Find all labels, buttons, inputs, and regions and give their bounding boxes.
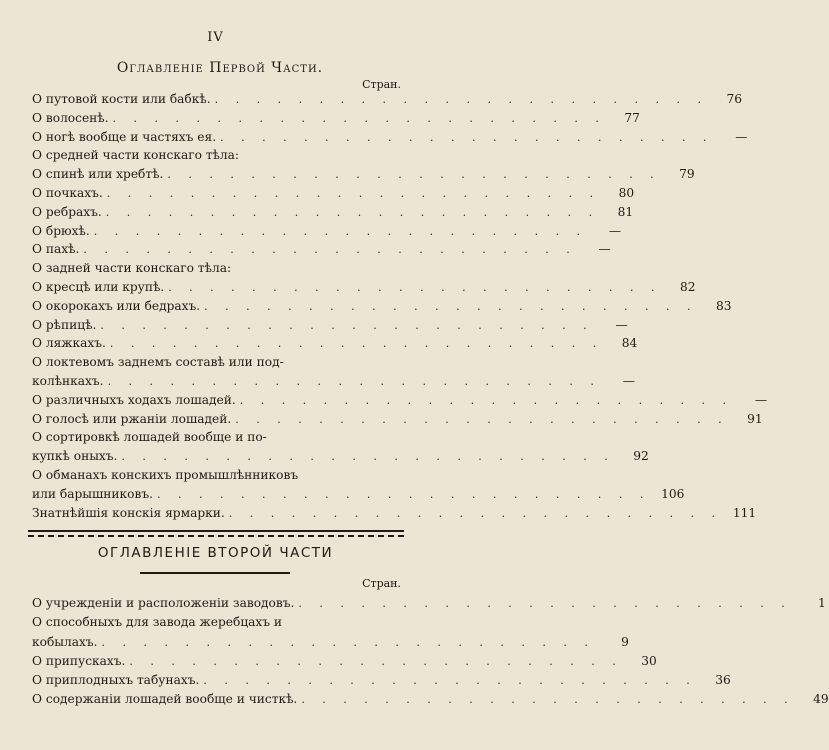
dot-leader: . . . . . . . . . . . . . . . . . . . . . . . .	[168, 280, 662, 294]
toc-entry	[32, 468, 398, 487]
dot-leader: . . . . . . . . . . . . . . . . . . . . . . . .	[220, 130, 714, 144]
toc-entry	[32, 355, 398, 374]
toc-entry	[32, 486, 685, 506]
toc-entry-title: О сортировкѣ лошадей вообще и по-	[32, 430, 267, 445]
toc-entry-title: О различныхъ ходахъ лошадей.	[32, 392, 236, 407]
toc-entry-page: —	[735, 129, 748, 144]
toc-entry-title: О окорокахъ или бедрахъ.	[32, 298, 201, 313]
toc-entry-page: 106	[661, 486, 685, 501]
toc-entry	[32, 615, 398, 634]
section-divider	[28, 530, 404, 539]
dot-leader: . . . . . . . . . . . . . . . . . . . . . . . .	[100, 318, 594, 332]
dot-leader: . . . . . . . . . . . . . . . . . . . . . . . .	[109, 337, 604, 351]
toc-entry-title: О пахѣ.	[32, 242, 80, 257]
toc-entry-page: 36	[715, 673, 731, 688]
toc-entry	[32, 653, 657, 673]
toc-entry	[32, 298, 732, 318]
toc-entry-title: колѣнкахъ.	[32, 373, 104, 388]
toc-entry-title: О рѣпицѣ.	[32, 317, 97, 332]
section2-toc	[32, 596, 829, 712]
dot-leader: . . . . . . . . . . . . . . . . . . . . . . . .	[101, 635, 595, 649]
toc-entry-page: 9	[621, 634, 629, 649]
dot-leader: . . . . . . . . . . . . . . . . . . . . . . . .	[298, 597, 792, 610]
toc-entry-title: О кресцѣ или крупѣ.	[32, 279, 165, 294]
toc-entry	[32, 411, 763, 431]
dot-leader: . . . . . . . . . . . . . . . . . . . . . . . .	[204, 299, 698, 313]
dot-leader: . . . . . . . . . . . . . . . . . . . . . . . .	[83, 243, 577, 257]
toc-entry	[32, 692, 829, 711]
toc-entry-page: 76	[726, 92, 742, 106]
toc-entry-page: 79	[679, 167, 695, 182]
toc-entry	[32, 261, 398, 280]
toc-entry	[32, 279, 696, 299]
toc-entry-title: или барышниковъ.	[32, 486, 153, 501]
toc-entry-title: О путовой кости или бабкѣ.	[32, 92, 211, 106]
dot-leader: . . . . . . . . . . . . . . . . . . . . . . . .	[157, 487, 651, 501]
dot-leader: . . . . . . . . . . . . . . . . . . . . . . . .	[301, 693, 795, 707]
toc-entry	[32, 110, 640, 130]
toc-entry	[32, 392, 768, 412]
toc-entry-title: кобылахъ.	[32, 634, 98, 649]
dot-leader: . . . . . . . . . . . . . . . . . . . . . . . .	[121, 450, 615, 464]
dot-leader: . . . . . . . . . . . . . . . . . . . . . . . .	[106, 186, 601, 200]
toc-entry	[32, 148, 398, 167]
toc-entry-title: О волосенѣ.	[32, 110, 109, 125]
toc-entry-page: 82	[680, 279, 696, 294]
dot-leader: . . . . . . . . . . . . . . . . . . . . . . . .	[167, 168, 661, 182]
toc-entry-title: О почкахъ.	[32, 185, 103, 200]
toc-entry-page: 84	[621, 336, 638, 351]
title-underline	[140, 572, 290, 574]
section1-title: Оглавленіе Первой Части.	[116, 60, 324, 76]
page-number: IV	[207, 30, 224, 45]
toc-entry-title: О обманахъ конскихъ промышлѣнниковъ	[32, 467, 299, 482]
section2-pages-label: Стран.	[362, 577, 401, 590]
dot-leader: . . . . . . . . . . . . . . . . . . . . . . . .	[112, 111, 606, 125]
toc-entry	[32, 129, 748, 149]
toc-entry-page: —	[598, 242, 611, 257]
toc-entry-title: О ребрахъ.	[32, 204, 102, 219]
dot-leader: . . . . . . . . . . . . . . . . . . . . . . . .	[107, 374, 601, 388]
toc-entry-page: —	[608, 223, 622, 238]
dot-leader: . . . . . . . . . . . . . . . . . . . . . . . .	[93, 224, 588, 238]
toc-entry-title: О спинѣ или хребтѣ.	[32, 167, 164, 182]
toc-entry	[32, 92, 742, 111]
dot-leader: . . . . . . . . . . . . . . . . . . . . . . . .	[228, 506, 723, 520]
toc-entry-page: 30	[641, 653, 657, 668]
toc-entry-title: О учрежденіи и расположеніи заводовъ.	[32, 596, 295, 610]
toc-entry-title: О содержаніи лошадей вообще и чисткѣ.	[32, 692, 298, 707]
toc-entry	[32, 449, 649, 468]
toc-entry-title: О ляжкахъ.	[32, 336, 106, 351]
toc-entry	[32, 167, 695, 186]
toc-entry	[32, 373, 635, 393]
dot-leader: . . . . . . . . . . . . . . . . . . . . . . . .	[214, 93, 708, 106]
toc-entry-title: Знатнѣйшія конскія ярмарки.	[32, 505, 225, 520]
toc-entry-page: 91	[747, 411, 763, 426]
toc-entry	[32, 204, 634, 224]
toc-entry	[32, 336, 638, 355]
toc-entry-title: О приплодныхъ табунахъ.	[32, 673, 200, 688]
toc-entry-title: О припускахъ.	[32, 653, 126, 668]
dot-leader: . . . . . . . . . . . . . . . . . . . . . . . .	[235, 412, 729, 426]
toc-entry	[32, 430, 398, 449]
toc-entry-title: О локтевомъ заднемъ составѣ или под-	[32, 355, 284, 370]
section1-toc	[32, 92, 768, 524]
section1-pages-label: Стран.	[362, 78, 401, 91]
section2-title: ОГЛАВЛЕНІЕ ВТОРОЙ ЧАСТИ	[97, 545, 334, 561]
toc-entry-page: 81	[617, 204, 634, 219]
toc-entry-title: О голосѣ или ржаніи лошадей.	[32, 411, 232, 426]
toc-entry-page: —	[754, 392, 768, 407]
toc-entry-page: 111	[732, 505, 757, 520]
toc-entry	[32, 596, 826, 615]
toc-entry-page: 80	[618, 185, 635, 200]
toc-entry-page: —	[622, 373, 635, 388]
toc-entry-title: купкѣ оныхъ.	[32, 449, 118, 464]
dot-leader: . . . . . . . . . . . . . . . . . . . . . . . .	[239, 393, 734, 407]
toc-entry-title: О задней части конскаго тѣла:	[32, 261, 232, 276]
toc-entry-page: 1	[817, 596, 826, 610]
toc-entry-title: О ногѣ вообще и частяхъ ея.	[32, 129, 217, 144]
toc-entry-page: 92	[633, 449, 649, 464]
toc-entry-title: О средней части конскаго тѣла:	[32, 148, 240, 163]
toc-entry	[32, 505, 757, 525]
dot-leader: . . . . . . . . . . . . . . . . . . . . . . . .	[129, 654, 623, 668]
toc-entry	[32, 185, 635, 205]
toc-entry	[32, 317, 628, 337]
dot-leader: . . . . . . . . . . . . . . . . . . . . . . . .	[203, 674, 697, 688]
dot-leader: . . . . . . . . . . . . . . . . . . . . . . . .	[105, 205, 600, 219]
toc-entry	[32, 673, 731, 692]
toc-entry-page: 49	[813, 692, 829, 707]
toc-entry-title: О способныхъ для завода жеребцахъ и	[32, 615, 283, 630]
toc-entry-page: 77	[624, 110, 640, 125]
toc-entry-page: 83	[716, 298, 732, 313]
toc-entry-title: О брюхѣ.	[32, 223, 90, 238]
toc-entry	[32, 242, 611, 261]
toc-entry-page: —	[615, 317, 628, 332]
toc-entry	[32, 223, 622, 243]
toc-entry	[32, 634, 629, 654]
